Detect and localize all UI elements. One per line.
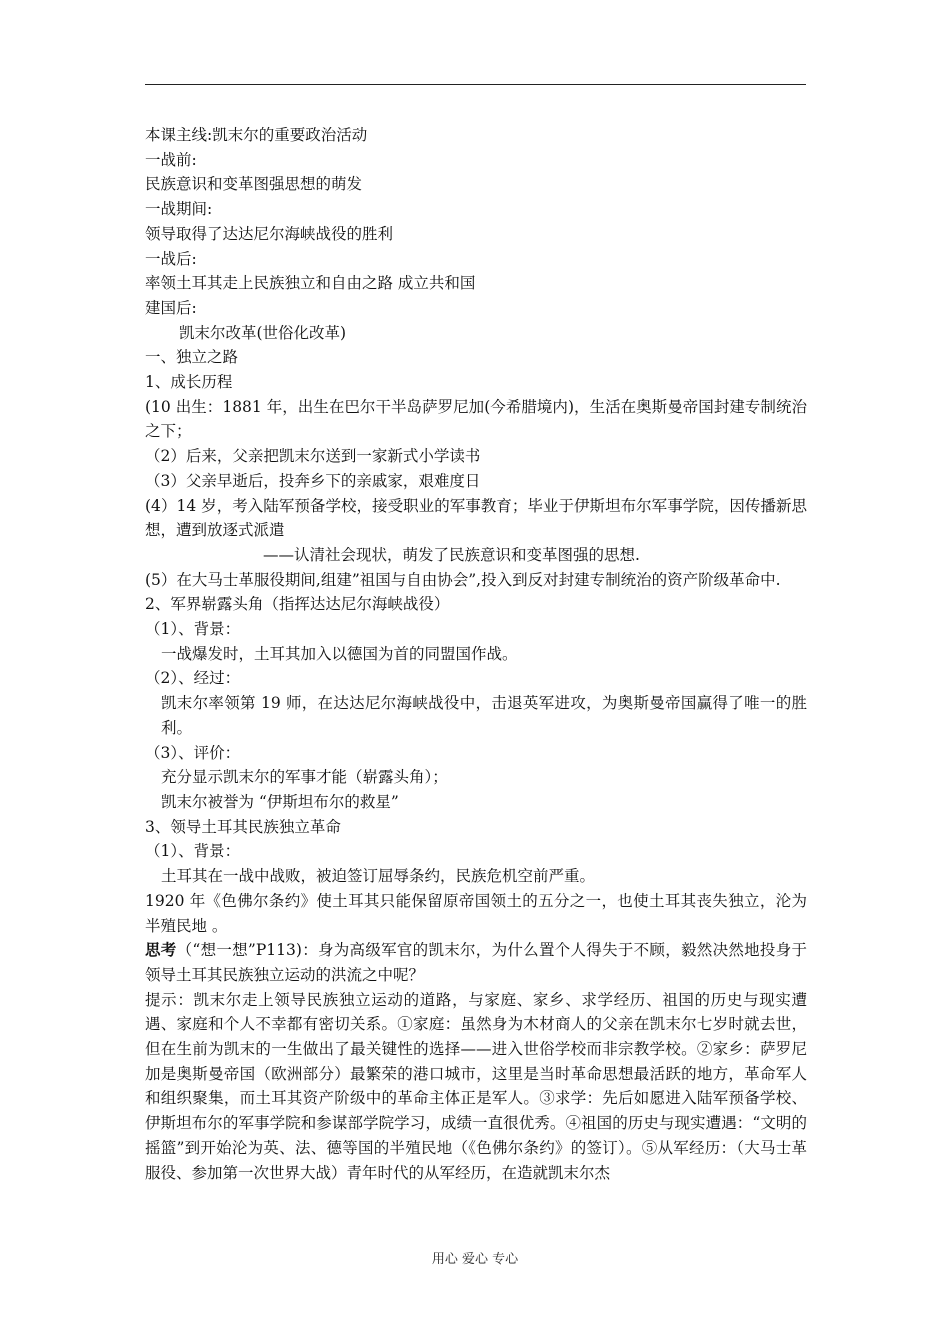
- paragraph: (4）14 岁，考入陆军预备学校，接受职业的军事教育；毕业于伊斯坦布尔军事学院，因传播新思想，遭到放逐式派遣: [145, 496, 807, 540]
- text-line: 凯末尔改革(世俗化改革): [179, 323, 347, 342]
- heading-part-1: 一、独立之路: [145, 348, 239, 367]
- label-background: （1）、背景：: [145, 842, 241, 861]
- paragraph: (5）在大马士革服役期间,组建”祖国与自由协会”,投入到反对封建专制统治的资产阶级革命中.: [145, 570, 781, 589]
- label-background: （1）、背景：: [145, 620, 241, 639]
- think-paragraph: [145, 938, 807, 987]
- text-line: 一战爆发时，土耳其加入以德国为首的同盟国作战。: [161, 644, 518, 663]
- text-line: 充分显示凯末尔的军事才能（崭露头角）；: [161, 768, 448, 787]
- paragraph: (10 出生：1881 年，出生在巴尔干半岛萨罗尼加(今希腊境内)，生活在奥斯曼帝国封建专制统治之下；: [145, 397, 807, 441]
- main-thread-line: 本课主线:凯末尔的重要政治活动: [145, 126, 368, 144]
- text-line: 率领土耳其走上民族独立和自由之路 成立共和国: [145, 274, 476, 293]
- section-label-after-founding: 建国后:: [145, 298, 197, 317]
- section-label-prewar: 一战前:: [145, 150, 197, 169]
- text-line: 土耳其在一战中战败，被迫签订屈辱条约，民族危机空前严重。: [161, 867, 596, 886]
- text-line: 凯末尔被誉为 “伊斯坦布尔的救星”: [161, 792, 399, 811]
- page-footer: 用心 爱心 专心: [431, 1252, 519, 1267]
- header-rule: [145, 84, 806, 85]
- conclusion-line: ——认清社会现状，萌发了民族意识和变革图强的思想.: [263, 545, 640, 564]
- section-label-postwar: 一战后:: [145, 249, 197, 268]
- hint-paragraph: 提示：凯末尔走上领导民族独立运动的道路，与家庭、家乡、求学经历、祖国的历史与现实遭遇、家庭和个人不幸都有密切关系。①家庭：虽然身为木材商人的父亲在凯末尔七岁时就去世，但在生前为凯末的一生做出了最关键性的选择——进入世俗学校而非宗教学校。②家乡：萨罗尼加是奥斯曼帝国（欧洲部分）最繁荣的港口城市，这里是当时革命思想最活跃的地方，革命军人和组织聚集，而土耳其资产阶级中的革命主体正是军人。③求学：先后如愿进入陆军预备学校、伊斯坦布尔的军事学院和参谋部学院学习，成绩一直很优秀。④祖国的历史与现实遭遇：“文明的摇篮”到开始沦为英、法、德等国的半殖民地（《色佛尔条约》的签订）。⑤从军经历：（大马士革服役、参加第一次世界大战）青年时代的从军经历，在造就凯末尔杰: [145, 990, 807, 1182]
- section-label-during-war: 一战期间:: [145, 200, 213, 219]
- text-line: （2）后来，父亲把凯末尔送到一家新式小学读书: [145, 447, 481, 466]
- label-process: （2）、经过：: [145, 669, 241, 688]
- subheading-2: 2、军界崭露头角（指挥达达尼尔海峡战役）: [145, 595, 450, 614]
- label-evaluation: （3）、评价：: [145, 743, 241, 762]
- subheading-1: 1、成长历程: [145, 373, 233, 392]
- subheading-3: 3、领导土耳其民族独立革命: [145, 817, 341, 836]
- document-body: [145, 123, 807, 1185]
- think-question: （“想一想”P113)：身为高级军官的凯末尔，为什么置个人得失于不顾，毅然决然地投身于领导土耳其民族独立运动的洪流之中呢？: [145, 941, 807, 984]
- paragraph: 凯末尔率领第 19 师，在达达尼尔海峡战役中，击退英军进攻，为奥斯曼帝国赢得了唯一的胜利。: [161, 694, 807, 737]
- think-label: 思考: [145, 940, 177, 960]
- text-line: 领导取得了达达尼尔海峡战役的胜利: [145, 224, 394, 243]
- text-line: （3）父亲早逝后，投奔乡下的亲戚家，艰难度日: [145, 471, 481, 490]
- paragraph: 1920 年《色佛尔条约》使土耳其只能保留原帝国领土的五分之一，也使土耳其丧失独立，沦为半殖民地 。: [145, 891, 807, 935]
- text-line: 民族意识和变革图强思想的萌发: [145, 175, 363, 194]
